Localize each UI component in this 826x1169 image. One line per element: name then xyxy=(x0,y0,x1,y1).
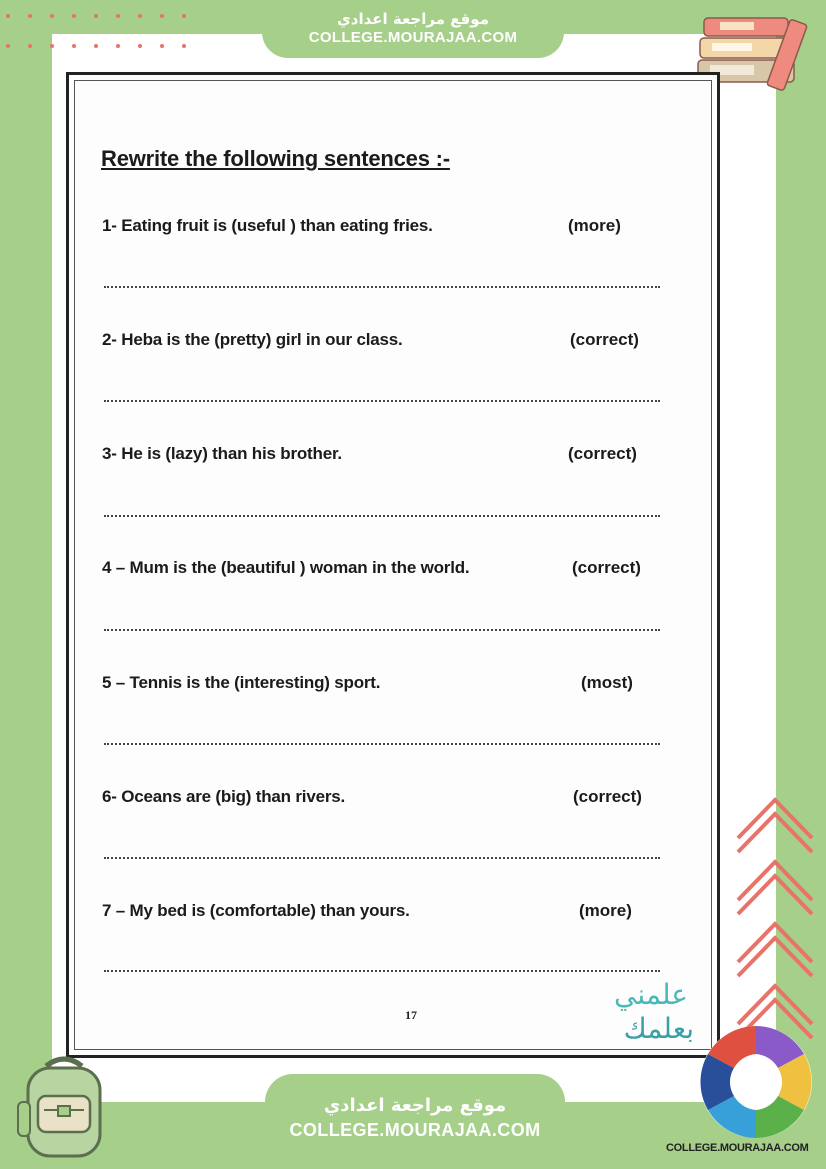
top-banner-site-link[interactable]: COLLEGE.MOURAJAA.COM xyxy=(308,29,518,46)
bottom-banner-arabic: موقع مراجعة اعدادي xyxy=(323,1095,507,1116)
top-banner-arabic: موقع مراجعة اعدادي xyxy=(337,10,489,28)
question-6-hint: (correct) xyxy=(573,787,642,806)
logo-line-1: علمني xyxy=(614,978,688,1011)
wheel-caption: COLLEGE.MOURAJAA.COM xyxy=(666,1142,809,1154)
question-4: 4 – Mum is the (beautiful ) woman in the world. xyxy=(102,558,470,577)
backpack-icon xyxy=(14,1052,114,1162)
question-7: 7 – My bed is (comfortable) than yours. xyxy=(102,901,410,920)
question-1: 1- Eating fruit is (useful ) than eating fries. xyxy=(102,216,433,235)
question-6: 6- Oceans are (big) than rivers. xyxy=(102,787,346,806)
bottom-banner-site-link[interactable]: COLLEGE.MOURAJAA.COM xyxy=(289,1120,541,1140)
logo xyxy=(548,970,708,1050)
answer-line-1[interactable] xyxy=(104,286,660,288)
answer-line-4[interactable] xyxy=(104,629,660,631)
answer-line-5[interactable] xyxy=(104,743,660,745)
question-2: 2- Heba is the (pretty) girl in our class. xyxy=(102,330,403,349)
decorative-dots xyxy=(4,6,204,56)
page-number: 17 xyxy=(405,1008,417,1022)
chevron-up-icons xyxy=(730,790,820,1040)
answer-line-2[interactable] xyxy=(104,400,660,402)
question-5: 5 – Tennis is the (interesting) sport. xyxy=(102,673,381,692)
question-1-hint: (more) xyxy=(568,216,621,235)
question-7-hint: (more) xyxy=(579,901,632,920)
worksheet-heading: Rewrite the following sentences :- xyxy=(101,146,450,171)
question-3-hint: (correct) xyxy=(568,444,637,463)
bottom-banner xyxy=(265,1074,565,1154)
question-4-hint: (correct) xyxy=(572,558,641,577)
subjects-wheel-icon xyxy=(694,1022,818,1142)
question-5-hint: (most) xyxy=(581,673,633,692)
question-2-hint: (correct) xyxy=(570,330,639,349)
answer-line-3[interactable] xyxy=(104,515,660,517)
answer-line-6[interactable] xyxy=(104,857,660,859)
logo-line-2: بعلمك xyxy=(623,1012,694,1045)
top-banner xyxy=(262,4,564,58)
question-3: 3- He is (lazy) than his brother. xyxy=(102,444,342,463)
